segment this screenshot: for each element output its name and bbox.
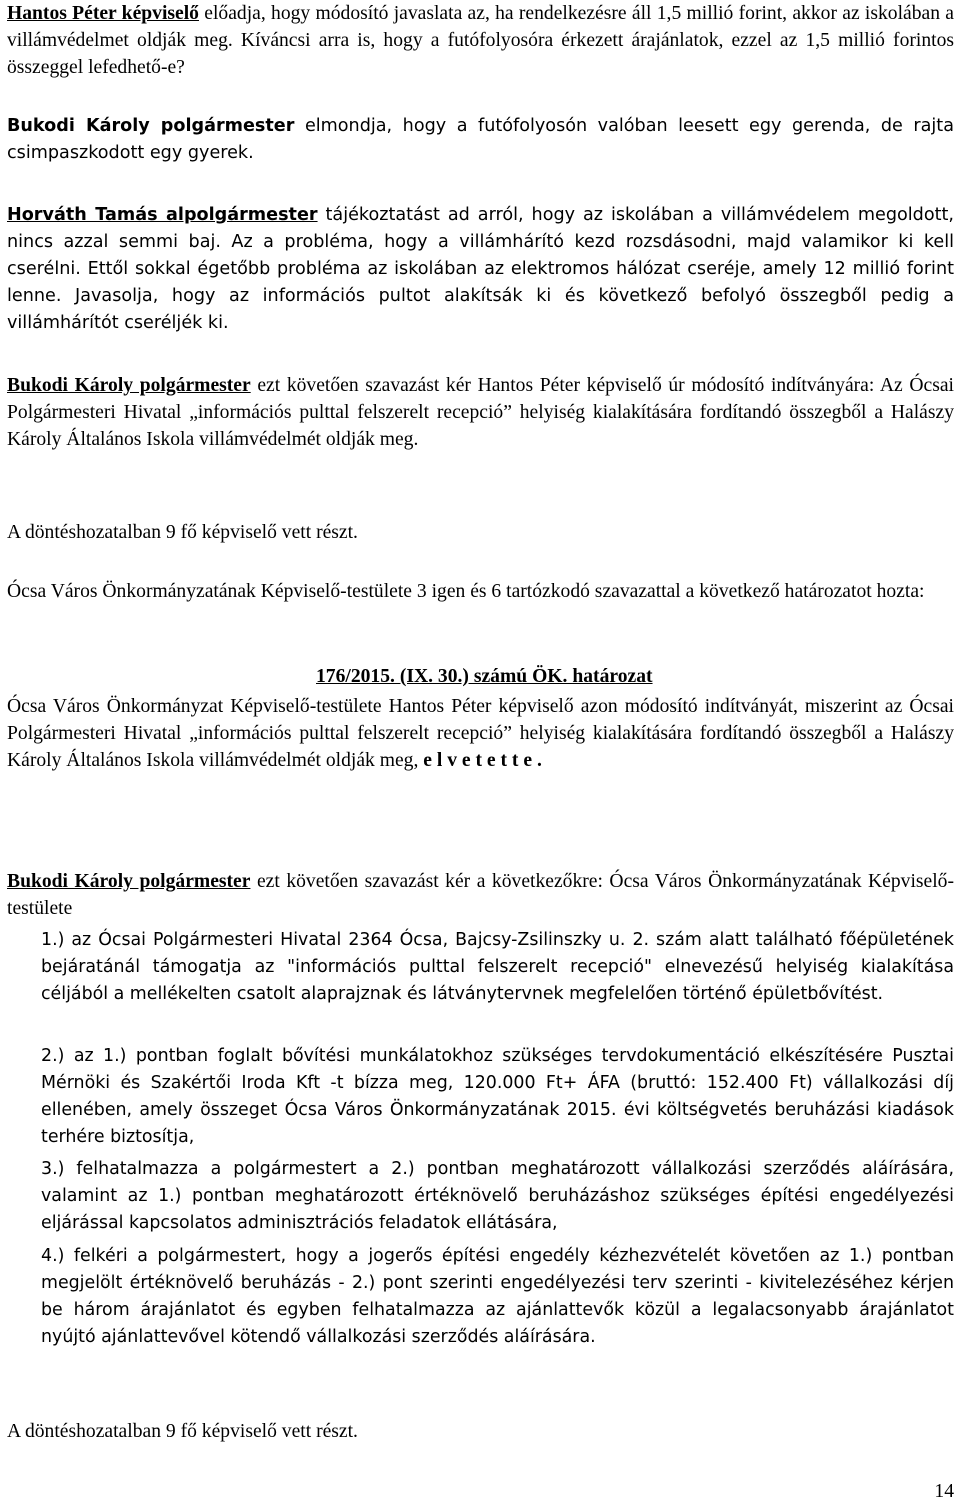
paragraph-bukodi-1	[7, 113, 954, 167]
paragraph-text: Ócsa Város Önkormányzat Képviselő-testülete Hantos Péter képviselő azon módosító indítványát, miszerint az Ócsai Polgármesteri Hivatal „információs pulttal felszerelt recepció” helyiség kialakítására fordítandó összegből a Halászy Károly Általános Iskola villámvédelmét oldják meg,	[7, 696, 954, 771]
paragraph-text: ezt követően szavazást kér a következőkre: Ócsa Város Önkormányzatának Képviselő-testülete	[7, 871, 954, 919]
paragraph-horvath	[7, 202, 954, 337]
resolution-title: 176/2015. (IX. 30.) számú ÖK. határozat	[316, 666, 653, 687]
paragraph-text: ezt követően szavazást kér Hantos Péter képviselő úr módosító indítványára: Az Ócsai Polgármesteri Hivatal „információs pulttal felszerelt recepció” helyiség kialakítására fordítandó összegből a Halászy Károly Általános Iskola villámvédelmét oldják meg.	[7, 375, 954, 450]
list-item: 1.) az Ócsai Polgármesteri Hivatal 2364 Ócsa, Bajcsy-Zsilinszky u. 2. szám alatt található főépületének bejáratánál támogatja az "információs pulttal felszerelt recepció" elnevezésű helyiség kialakítása céljából a mellékelten csatolt alaprajznak és látványtervnek megfelelően történő épületbővítést.	[41, 930, 954, 1004]
paragraph-bukodi-3	[7, 868, 954, 922]
paragraph-text: elmondja, hogy a futófolyosón valóban leesett egy gerenda, de rajta csimpaszkodott egy gyerek.	[7, 116, 954, 163]
paragraph-bukodi-2	[7, 372, 954, 453]
paragraph-attendance-1: A döntéshozatalban 9 fő képviselő vett részt.	[7, 522, 358, 543]
speaker-name: Bukodi Károly polgármester	[7, 116, 295, 136]
paragraph-attendance-2: A döntéshozatalban 9 fő képviselő vett részt.	[7, 1421, 358, 1442]
paragraph-text: előadja, hogy módosító javaslata az, ha rendelkezésre áll 1,5 millió forint, akkor az iskolában a villámvédelmet oldják meg. Kíváncsi arra is, hogy a futófolyosóra érkezett árajánlatok, ezzel az 1,5 millió forintos összeggel lefedhető-e?	[7, 3, 955, 78]
paragraph-resolution-text	[7, 693, 954, 774]
list-item: 4.) felkéri a polgármestert, hogy a jogerős építési engedély kézhezvételét követően az 1.) pontban megjelölt értéknövelő beruházás - 2.) pont szerinti engedélyezési terv szerinti - kivitelezéséhez kérjen be három árajánlatot és egyben felhatalmazza az ajánlattevők közül a legalacsonyabb árajánlatot nyújtó ajánlattevővel kötendő vállalkozási szerződés aláírására.	[41, 1246, 954, 1347]
paragraph-hantos	[7, 0, 954, 81]
speaker-name: Bukodi Károly polgármester	[7, 375, 251, 396]
paragraph-text: tájékoztatást ad arról, hogy az iskolában a villámvédelem megoldott, nincs azzal semmi baj. Az a probléma, hogy a villámhárító kezd rozsdásodni, majd valamikor ki kell cserélni. Ettől sokkal égetőbb probléma az iskolában az elektromos hálózat cseréje, amely 12 millió forint lenne. Javasolja, hogy az információs pultot alakítsák ki és következő befolyó összegből pedig a villámhárítót cseréljék ki.	[7, 205, 955, 333]
speaker-name: Bukodi Károly polgármester	[7, 871, 251, 892]
list-item: 2.) az 1.) pontban foglalt bővítési munkálatokhoz szükséges tervdokumentáció elkészítésére Pusztai Mérnöki és Szakértői Iroda Kft -t bízza meg, 120.000 Ft+ ÁFA (bruttó: 152.400 Ft) vállalkozási díj ellenében, amely összeget Ócsa Város Önkormányzatának 2015. évi költségvetés beruházási kiadások terhére biztosítja,	[41, 1046, 954, 1147]
list-item: 3.) felhatalmazza a polgármestert a 2.) pontban meghatározott vállalkozási szerződés aláírására, valamint az 1.) pontban meghatározott értéknövelő beruházáshoz szükséges építési engedélyezési eljárással kapcsolatos adminisztrációs feladatok ellátására,	[41, 1159, 954, 1233]
paragraph-vote-result: Ócsa Város Önkormányzatának Képviselő-testülete 3 igen és 6 tartózkodó szavazattal a következő határozatot hozta:	[7, 581, 925, 602]
rejected-word: e l v e t e t t e .	[423, 750, 542, 771]
page-number: 14	[934, 1481, 954, 1502]
speaker-name: Horváth Tamás alpolgármester	[7, 205, 318, 225]
speaker-name: Hantos Péter képviselő	[7, 3, 199, 24]
